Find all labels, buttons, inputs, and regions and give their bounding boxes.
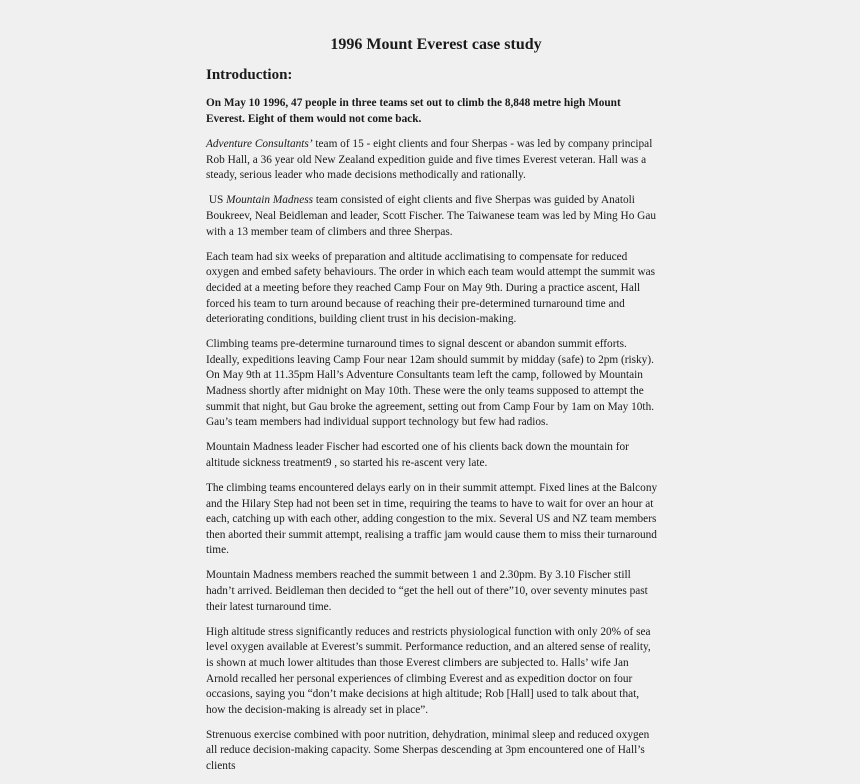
paragraph-exercise: Strenuous exercise combined with poor nutrition, dehydration, minimal sleep and reduced oxygen all reduce decision-making capacity. Some Sherpas descending at 3pm encountered one of Hall’s clients [206, 728, 650, 772]
paragraph-summit: Mountain Madness members reached the summit between 1 and 2.30pm. By 3.10 Fischer still hadn’t arrived. Beidleman then decided to “get the hell out of there”10, over seventy minutes past their latest turnaround time. [206, 569, 648, 613]
paragraph-altitude-stress: High altitude stress significantly reduces and restricts physiological function with only 20% of sea level oxygen available at Everest’s summit. Performance reduction, and an altered sense of reality, is shown at much lower altitudes than those Everest climbers are subjected to. Halls’ wife Jan Arnold recalled her personal experiences of climbing Everest and as expedition doctor on four occasions, saying you “don’t make decisions at high altitude; Rob [Hall] used to talk about that, how the decision-making is already set in place”. [206, 625, 651, 716]
paragraph-mountain-madness: US Mountain Madness team consisted of eight clients and five Sherpas was guided by Anatoli Boukreev, Neal Beidleman and leader, Scott Fischer. The Taiwanese team was led by Ming Ho Gau with a 13 member team of climbers and three Sherpas. [206, 194, 656, 238]
section-heading: Introduction: [206, 67, 293, 83]
paragraph-delays: The climbing teams encountered delays early on in their summit attempt. Fixed lines at the Balcony and the Hilary Step had not been set in time, requiring the teams to have to wait for over an hour at each, catching up with each other, adding congestion to the mix. Several US and NZ team members then aborted their summit attempt, realising a traffic jam would cause them to miss their turnaround time. [206, 481, 658, 557]
paragraph-preparation: Each team had six weeks of preparation and altitude acclimatising to compensate for reduced oxygen and embed safety behaviours. The order in which each team would attempt the summit was decided at a meeting before they reached Camp Four on May 9th. During a practice ascent, Hall forced his team to turn around because of reaching their pre-determined turnaround time and deteriorating conditions, building client trust in his decision-making. [206, 250, 656, 326]
paragraph-intro: On May 10 1996, 47 people in three teams set out to climb the 8,848 metre high Mount Everest. Eight of them would not come back. [206, 97, 621, 125]
page-title: 1996 Mount Everest case study [330, 36, 542, 53]
paragraph-turnaround-times: Climbing teams pre-determine turnaround times to signal descent or abandon summit efforts. Ideally, expeditions leaving Camp Four near 12am should summit by midday (safe) to 2pm (risky). On May 9th at 11.35pm Hall’s Adventure Consultants team left the camp, followed by Mountain Madness shortly after midnight on May 10th. These were the only teams supposed to attempt the summit that night, but Gau broke the agreement, setting out from Camp Four by 1am on May 10th. Gau’s team members had individual support technology but few had radios. [206, 338, 655, 429]
paragraph-fischer: Mountain Madness leader Fischer had escorted one of his clients back down the mountain for altitude sickness treatment9 , so started his re-ascent very late. [206, 441, 629, 469]
paragraph-adventure-consultants: Adventure Consultants’ team of 15 - eight clients and four Sherpas - was led by company principal Rob Hall, a 36 year old New Zealand expedition guide and five times Everest veteran. Hall was a steady, serious leader who made decisions methodically and rationally. [206, 138, 653, 182]
body-text [206, 96, 658, 784]
